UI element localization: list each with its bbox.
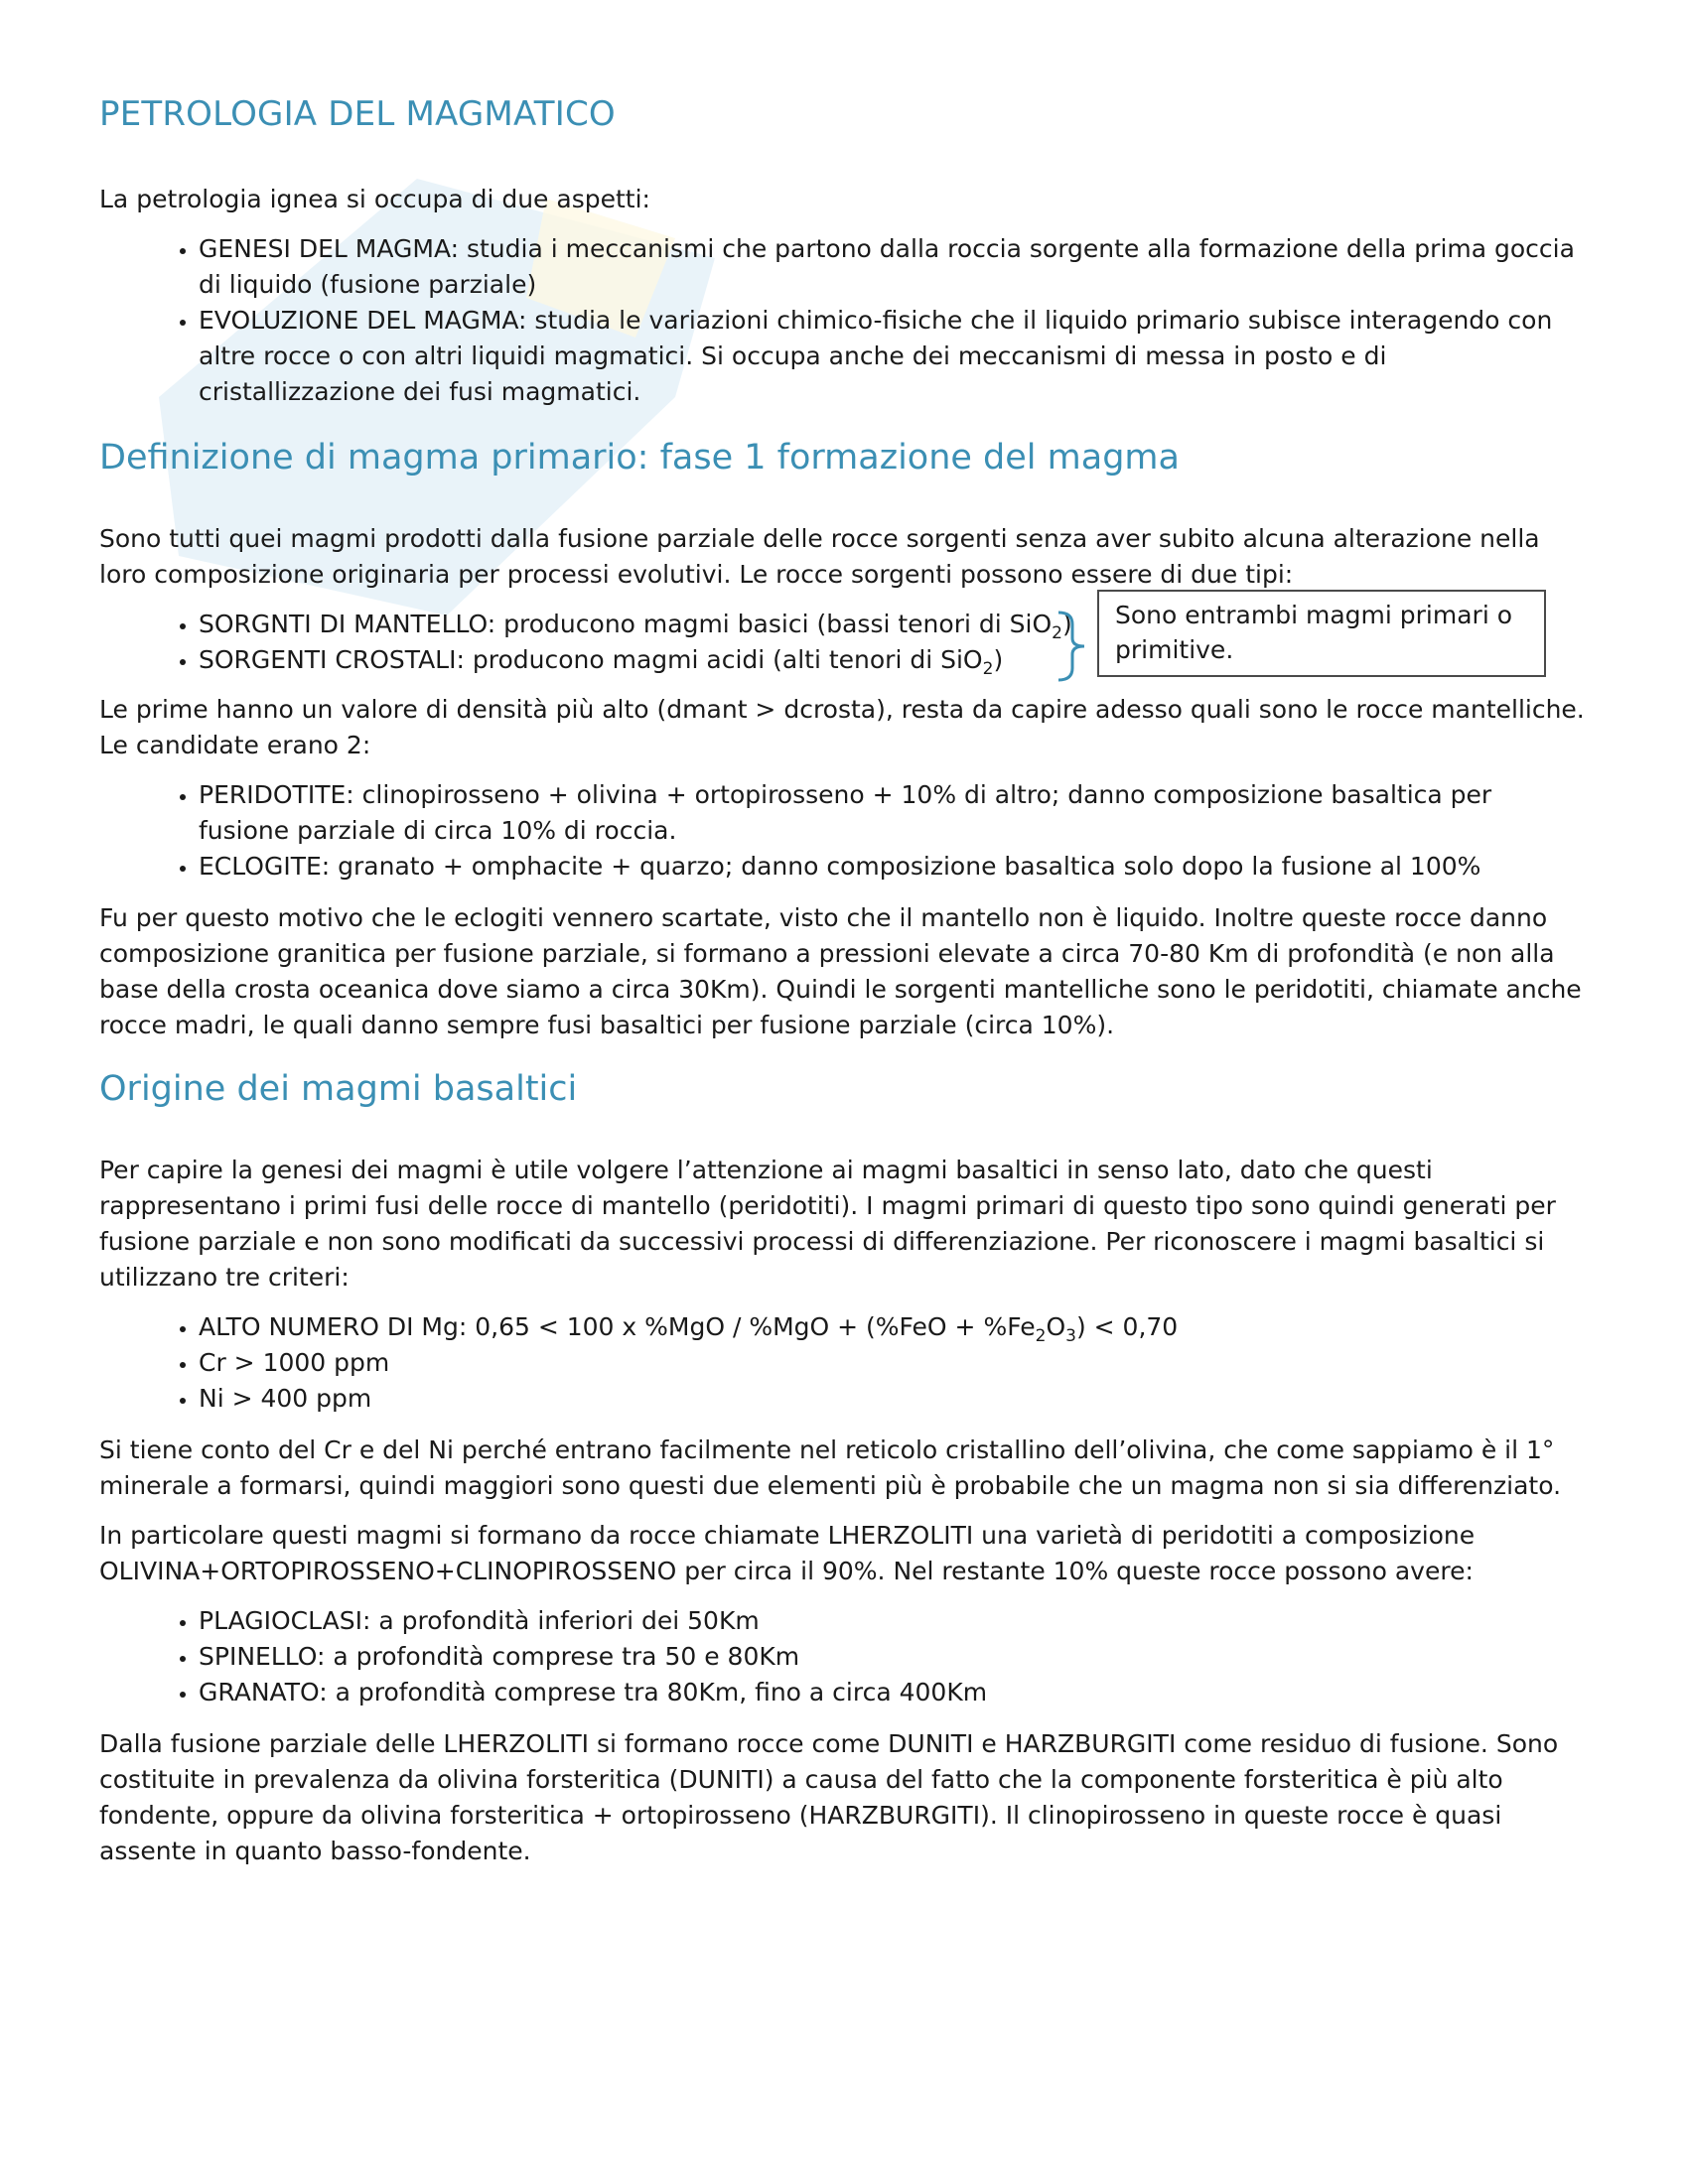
- source-mantle-text: SORGNTI DI MANTELLO: producono magmi basici (bassi tenori di SiO: [199, 610, 1053, 638]
- list-item: • GRANATO: a profondità comprese tra 80Km, fino a circa 400Km: [199, 1675, 1589, 1710]
- list-item: • ECLOGITE: granato + omphacite + quarzo; danno composizione basaltica solo dopo la fusione al 100%: [199, 849, 1589, 885]
- curly-brace-icon: [1055, 611, 1090, 682]
- primary-magma-paragraph: Sono tutti quei magmi prodotti dalla fusione parziale delle rocce sorgenti senza aver subito alcuna alterazione nella loro composizione originaria per processi evolutivi. Le rocce sorgenti possono essere di due tipi:: [99, 524, 1540, 589]
- page-title: PETROLOGIA DEL MAGMATICO: [99, 94, 616, 134]
- density-paragraph: Le prime hanno un valore di densità più alto (dmant > dcrosta), resta da capire adesso quali sono le rocce mantelliche. Le candidate erano 2:: [99, 695, 1585, 759]
- list-item: • Ni > 400 ppm: [199, 1381, 1589, 1417]
- subscript: 2: [1052, 623, 1062, 643]
- close-paren: ): [993, 645, 1004, 674]
- criterion-mg-text-b: O: [1046, 1312, 1066, 1341]
- close-paren: ): [1061, 610, 1072, 638]
- subscript: 3: [1065, 1326, 1076, 1346]
- basalt-paragraph: Per capire la genesi dei magmi è utile volgere l’attenzione ai magmi basaltici in senso lato, dato che questi rappresentano i primi fusi delle rocce di mantello (peridotiti). I magmi primari di questo tipo sono quindi generati per fusione parziale e non sono modificati da successivi processi di differenziazione. Per riconoscere i magmi basaltici si utilizzano tre criteri:: [99, 1156, 1556, 1292]
- list-item: • Cr > 1000 ppm: [199, 1345, 1589, 1381]
- section-heading-basalt-origin: Origine dei magmi basaltici: [99, 1069, 578, 1109]
- list-item: • GENESI DEL MAGMA: studia i meccanismi che partono dalla roccia sorgente alla formazione della prima goccia di liquido (fusione parziale): [199, 231, 1589, 303]
- subscript: 2: [1035, 1326, 1047, 1346]
- subscript: 2: [982, 659, 994, 679]
- intro-paragraph: La petrologia ignea si occupa di due aspetti:: [99, 185, 650, 213]
- source-crust-text: SORGENTI CROSTALI: producono magmi acidi (alti tenori di SiO: [199, 645, 983, 674]
- candidates-list: [99, 777, 1589, 885]
- section-heading-primary-magma: Definizione di magma primario: fase 1 formazione del magma: [99, 438, 1180, 478]
- cr-ni-paragraph: Si tiene conto del Cr e del Ni perché entrano facilmente nel reticolo cristallino dell’olivina, che come sappiamo è il 1° minerale a formarsi, quindi maggiori sono questi due elementi più è probabile che un magma non si sia differenziato.: [99, 1435, 1562, 1500]
- sources-block: [99, 601, 1589, 679]
- aspects-list: [99, 231, 1589, 410]
- residue-paragraph: Dalla fusione parziale delle LHERZOLITI si formano rocce come DUNITI e HARZBURGITI come residuo di fusione. Sono costituite in prevalenza da olivina forsteritica (DUNITI) a causa del fatto che la componente forsteritica è più alto fondente, oppure da olivina forsteritica + ortopirosseno (HARZBURGITI). Il clinopirosseno in queste rocce è quasi assente in quanto basso-fondente.: [99, 1729, 1559, 1865]
- criterion-mg-text-c: ) < 0,70: [1075, 1312, 1179, 1341]
- eclogite-paragraph: Fu per questo motivo che le eclogiti vennero scartate, visto che il mantello non è liquido. Inoltre queste rocce danno composizione granitica per fusione parziale, si formano a pressioni elevate a circa 70-80 Km di profondità (e non alla base della crosta oceanica dove siamo a circa 30Km). Quindi le sorgenti mantelliche sono le peridotiti, chiamate anche rocce madri, le quali danno sempre fusi basaltici per fusione parziale (circa 10%).: [99, 903, 1582, 1039]
- list-item: • EVOLUZIONE DEL MAGMA: studia le variazioni chimico-fisiche che il liquido primario subisce interagendo con altre rocce o con altri liquidi magmatici. Si occupa anche dei meccanismi di messa in posto e di cristallizzazione dei fusi magmatici.: [199, 303, 1589, 410]
- criteria-list: [99, 1309, 1589, 1417]
- list-item: • SPINELLO: a profondità comprese tra 50 e 80Km: [199, 1639, 1589, 1675]
- phases-list: [99, 1603, 1589, 1710]
- lherzolite-paragraph: In particolare questi magmi si formano da rocce chiamate LHERZOLITI una varietà di peridotiti a composizione OLIVINA+ORTOPIROSSENO+CLINOPIROSSENO per circa il 90%. Nel restante 10% queste rocce possono avere:: [99, 1521, 1476, 1585]
- list-item: [199, 1309, 1589, 1345]
- criterion-mg-text: ALTO NUMERO DI Mg: 0,65 < 100 x %MgO / %MgO + (%FeO + %Fe: [199, 1312, 1036, 1341]
- list-item: • PLAGIOCLASI: a profondità inferiori dei 50Km: [199, 1603, 1589, 1639]
- list-item: • PERIDOTITE: clinopirosseno + olivina + ortopirosseno + 10% di altro; danno composizione basaltica per fusione parziale di circa 10% di roccia.: [199, 777, 1589, 849]
- note-box: Sono entrambi magmi primari o primitive.: [1097, 590, 1546, 677]
- document-page: [99, 94, 1589, 1883]
